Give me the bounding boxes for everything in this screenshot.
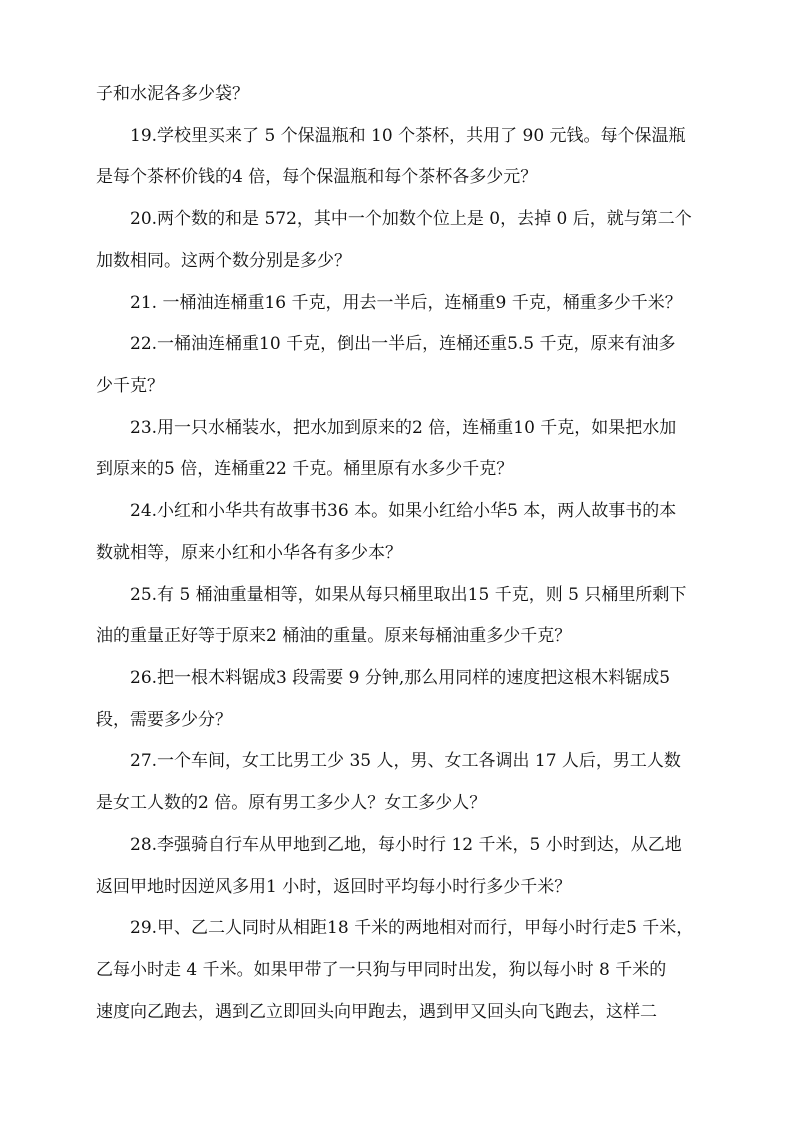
problem-22-line-2: 少千克？ xyxy=(96,376,164,396)
problem-20-line-1: 20.两个数的和是 572，其中一个加数个位上是 0，去掉 0 后，就与第二个 xyxy=(130,209,692,229)
problem-27-line-2: 是女工人数的2 倍。原有男工多少人？女工多少人？ xyxy=(96,793,487,813)
problem-24-line-1: 24.小红和小华共有故事书36 本。如果小红给小华5 本，两人故事书的本 xyxy=(130,501,677,521)
problem-19-line-2: 是每个茶杯价钱的4 倍，每个保温瓶和每个茶杯各多少元？ xyxy=(96,167,538,187)
problem-25-line-2: 油的重量正好等于原来2 桶油的重量。原来每桶油重多少千克？ xyxy=(96,626,572,646)
problem-21-line-1: 21. 一桶油连桶重16 千克，用去一半后，连桶重9 千克，桶重多少千米？ xyxy=(130,293,682,313)
problem-24-line-2: 数就相等，原来小红和小华各有多少本？ xyxy=(96,543,402,563)
problem-22-line-1: 22.一桶油连桶重10 千克，倒出一半后，连桶还重5.5 千克，原来有油多 xyxy=(130,334,676,354)
problem-27-line-1: 27.一个车间，女工比男工少 35 人，男、女工各调出 17 人后，男工人数 xyxy=(130,751,681,771)
problem-29-line-3: 速度向乙跑去，遇到乙立即回头向甲跑去，遇到甲又回头向飞跑去，这样二 xyxy=(96,1002,657,1022)
problem-29-line-2: 乙每小时走 4 千米。如果甲带了一只狗与甲同时出发，狗以每小时 8 千米的 xyxy=(96,960,667,980)
problem-19-line-1: 19.学校里买来了 5 个保温瓶和 10 个茶杯，共用了 90 元钱。每个保温瓶 xyxy=(130,126,686,146)
problem-20-line-2: 加数相同。这两个数分别是多少？ xyxy=(96,251,351,271)
problem-28-line-1: 28.李强骑自行车从甲地到乙地，每小时行 12 千米，5 小时到达，从乙地 xyxy=(130,835,682,855)
problem-29-line-1: 29.甲、乙二人同时从相距18 千米的两地相对而行，甲每小时行走5 千米， xyxy=(130,918,694,938)
problem-23-line-1: 23.用一只水桶装水，把水加到原来的2 倍，连桶重10 千克，如果把水加 xyxy=(130,418,677,438)
text-line: 子和水泥各多少袋？ xyxy=(96,84,249,104)
problem-26-line-1: 26.把一根木料锯成3 段需要 9 分钟,那么用同样的速度把这根木料锯成5 xyxy=(130,668,671,688)
problem-28-line-2: 返回甲地时因逆风多用1 小时，返回时平均每小时行多少千米？ xyxy=(96,877,572,897)
problem-26-line-2: 段，需要多少分？ xyxy=(96,710,232,730)
problem-23-line-2: 到原来的5 倍，连桶重22 千克。桶里原有水多少千克？ xyxy=(96,459,514,479)
problem-25-line-1: 25.有 5 桶油重量相等，如果从每只桶里取出15 千克，则 5 只桶里所剩下 xyxy=(130,585,687,605)
